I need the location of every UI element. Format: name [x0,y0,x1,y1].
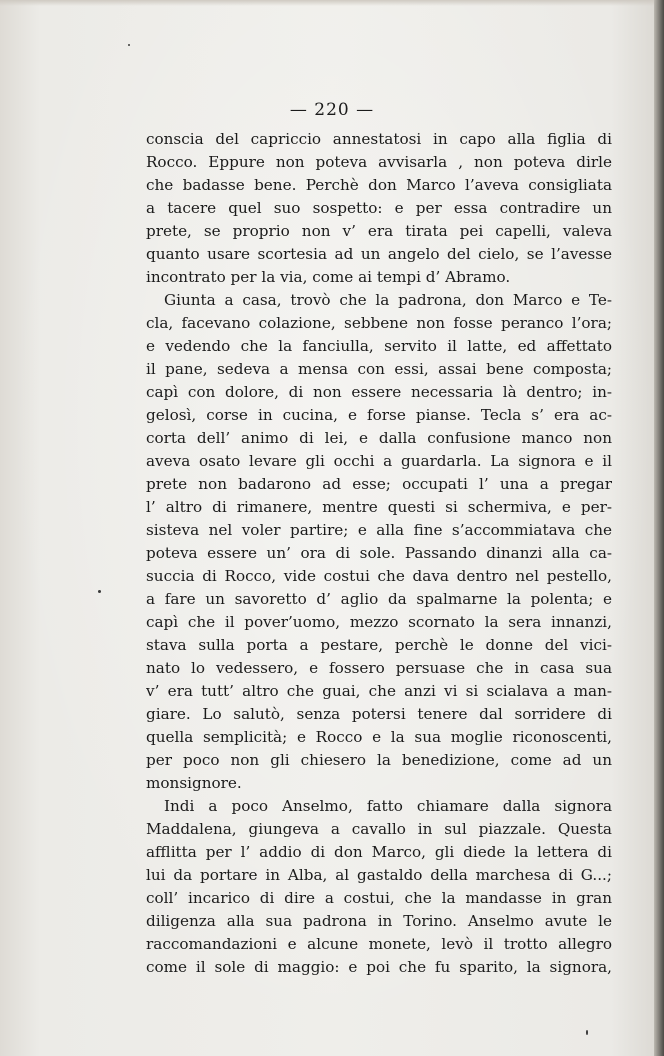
text-line: capì con dolore, di non essere necessaria là dentro; in- [146,383,612,401]
text-line: gelosì, corse in cucina, e forse pianse. Tecla s’ era ac- [146,406,612,424]
text-line: che badasse bene. Perchè don Marco l’aveva consigliata [146,176,612,194]
text-line: quanto usare scortesia ad un angelo del cielo, se l’avesse [146,245,612,263]
text-line: capì che il pover’uomo, mezzo scornato la sera innanzi, [146,613,612,631]
text-line: per poco non gli chiesero la benedizione, come ad un [146,751,612,769]
text-line: e vedendo che la fanciulla, servito il latte, ed affettato [146,337,612,355]
page-gutter-shadow [654,0,664,1056]
text-line: coll’ incarico di dire a costui, che la mandasse in gran [146,889,612,907]
text-line: a fare un savoretto d’ aglio da spalmarne la polenta; e [146,590,612,608]
text-line: a tacere quel suo sospetto: e per essa contradire un [146,199,612,217]
text-line: Maddalena, giungeva a cavallo in sul piazzale. Questa [146,820,612,838]
text-line: conscia del capriccio annestatosi in capo alla figlia di [146,130,612,148]
text-line: nato lo vedessero, e fossero persuase che in casa sua [146,659,612,677]
body-text [146,128,612,979]
text-line: quella semplicità; e Rocco e la sua moglie riconoscenti, [146,728,612,746]
text-line: Giunta a casa, trovò che la padrona, don Marco e Te- [164,291,612,309]
text-line: prete non badarono ad esse; occupati l’ una a pregar [146,475,612,493]
text-line: prete, se proprio non v’ era tirata pei capelli, valeva [146,222,612,240]
text-line: il pane, sedeva a mensa con essi, assai bene composta; [146,360,612,378]
text-line: come il sole di maggio: e poi che fu sparito, la signora, [146,958,612,976]
text-line: Indi a poco Anselmo, fatto chiamare dalla signora [164,797,612,815]
print-speck [128,44,130,46]
text-line: stava sulla porta a pestare, perchè le donne del vici- [146,636,612,654]
text-line: raccomandazioni e alcune monete, levò il trotto allegro [146,935,612,953]
text-line: succia di Rocco, vide costui che dava dentro nel pestello, [146,567,612,585]
text-line: v’ era tutt’ altro che guai, che anzi vi si scialava a man- [146,682,612,700]
text-line: l’ altro di rimanere, mentre questi si schermiva, e per- [146,498,612,516]
text-line: monsignore. [146,774,242,792]
text-line: lui da portare in Alba, al gastaldo della marchesa di G...; [146,866,612,884]
page-top-shadow [0,0,664,6]
text-line: aveva osato levare gli occhi a guardarla. La signora e il [146,452,612,470]
text-line: diligenza alla sua padrona in Torino. Anselmo avute le [146,912,612,930]
page-number: — 220 — [289,100,375,120]
text-line: poteva essere un’ ora di sole. Passando dinanzi alla ca- [146,544,612,562]
print-speck [586,1030,588,1035]
text-line: cla, facevano colazione, sebbene non fosse peranco l’ora; [146,314,612,332]
text-line: sisteva nel voler partire; e alla fine s’accommiatava che [146,521,612,539]
text-line: incontrato per la via, come ai tempi d’ Abramo. [146,268,511,286]
text-line: Rocco. Eppure non poteva avvisarla , non poteva dirle [146,153,612,171]
print-speck [98,590,101,593]
text-line: afflitta per l’ addio di don Marco, gli diede la lettera di [146,843,612,861]
text-line: corta dell’ animo di lei, e dalla confusione manco non [146,429,612,447]
text-line: giare. Lo salutò, senza potersi tenere dal sorridere di [146,705,612,723]
